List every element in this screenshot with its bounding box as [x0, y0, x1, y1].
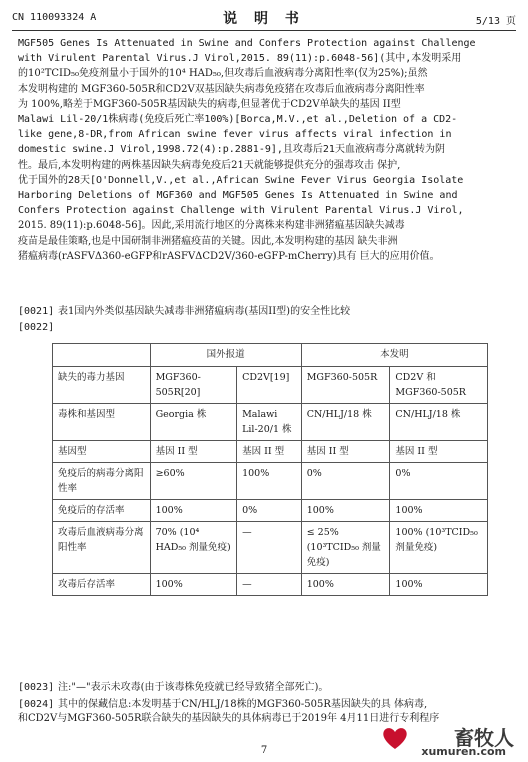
- document-title: 说 明 书: [223, 11, 305, 27]
- table-note: 注:"—"表示未攻毒(由于该毒株免疫就已经导致猪全部死亡)。: [58, 682, 329, 693]
- table-cell: 100%: [301, 500, 390, 522]
- row-label: 免疫后的病毒分离阳性率: [53, 463, 151, 500]
- table-cell: 基因 II 型: [390, 441, 488, 463]
- body-paragraph: [18, 36, 512, 264]
- body-line: 的10²TCID₅₀免疫剂量小于国外的10⁴ HAD₅₀,但攻毒后血液病毒分离阳性率(仅为25%);虽然: [18, 68, 428, 80]
- table-cell: 0%: [237, 500, 302, 522]
- paragraph-0023: [18, 681, 328, 695]
- paragraph-0024: [18, 698, 427, 712]
- table-cell: CN/HLJ/18 株: [301, 404, 390, 441]
- body-line: with Virulent Parental Virus.J Virol,2015. 89(11):p.6048-56](其中,本发明采用: [18, 53, 462, 65]
- page-number: 7: [260, 745, 268, 756]
- heart-logo-icon: [380, 722, 410, 752]
- table-header-blank: [53, 344, 151, 367]
- watermark-brand: 畜牧人: [454, 726, 514, 750]
- table-caption: 表1国内外类似基因缺失减毒非洲猪瘟病毒(基因II型)的安全性比较: [58, 306, 351, 317]
- table-cell: CD2V[19]: [237, 367, 302, 404]
- paragraph-number: [0024]: [18, 699, 55, 710]
- table-cell: CN/HLJ/18 株: [390, 404, 488, 441]
- table-cell: Malawi Lil-20/1 株: [237, 404, 302, 441]
- table-cell: ≤ 25%(10³TCID₅₀ 剂量免疫): [301, 522, 390, 574]
- table-cell: ≥60%: [150, 463, 236, 500]
- row-label: 免疫后的存活率: [53, 500, 151, 522]
- table-row: [53, 522, 488, 574]
- table-row: [53, 404, 488, 441]
- table-row: [53, 441, 488, 463]
- body-line: 2015. 89(11):p.6048-56]。因此,采用流行地区的分离株来构建非洲猪瘟基因缺失减毒: [18, 220, 405, 232]
- body-line: 性。最后,本发明构建的两株基因缺失病毒免疫后21天就能够提供充分的强毒攻击 保护,: [18, 159, 401, 171]
- group-header-foreign: 国外报道: [150, 344, 301, 367]
- table-cell: 70% (10⁴ HAD₅₀ 剂量免疫): [150, 522, 236, 574]
- table-cell: 基因 II 型: [150, 441, 236, 463]
- deposit-info-line: 其中的保藏信息:本发明基于CN/HLJ/18株的MGF360-505R基因缺失的具 体病毒,: [58, 699, 428, 710]
- body-line: Confers Protection against Challenge with Virulent Parental Virus.J Virol,: [18, 205, 464, 217]
- body-line: 猪瘟病毒(rASFVΔ360-eGFP和rASFVΔCD2V/360-eGFP-mCherry)具有 巨大的应用价值。: [18, 250, 440, 262]
- body-line: 为 100%,略差于MGF360-505R基因缺失的病毒,但显著优于CD2V单缺失的基因 II型: [18, 98, 401, 110]
- table-cell: 基因 II 型: [301, 441, 390, 463]
- paragraph-0022: [18, 321, 58, 335]
- table-cell: 100%: [237, 463, 302, 500]
- paragraph-number: [0023]: [18, 682, 55, 693]
- table-cell: CD2V 和 MGF360-505R: [390, 367, 488, 404]
- deposit-info-line: 和CD2V与MGF360-505R联合缺失的基因缺失的具体病毒已于2019年 4月11日进行专利程序: [18, 713, 440, 724]
- body-line: 疫苗是最佳策略,也是中国研制非洲猪瘟疫苗的关键。因此,本发明构建的基因 缺失非洲: [18, 235, 398, 247]
- row-label: 基因型: [53, 441, 151, 463]
- table-cell: 100%: [390, 500, 488, 522]
- paragraph-number: [0021]: [18, 306, 55, 317]
- row-label: 攻毒后存活率: [53, 574, 151, 596]
- table-row: [53, 463, 488, 500]
- table-cell: 基因 II 型: [237, 441, 302, 463]
- body-line: like gene,8-DR,from African swine fever virus affects viral infection in: [18, 129, 452, 141]
- group-header-invention: 本发明: [301, 344, 487, 367]
- table-cell: —: [237, 522, 302, 574]
- header-rule: [12, 30, 516, 31]
- document-number: CN 110093324 A: [12, 12, 97, 23]
- body-line: 本发明构建的 MGF360-505R和CD2V双基因缺失病毒免疫猪在攻毒后血液病毒分离阳性率: [18, 83, 425, 95]
- row-label: 毒株和基因型: [53, 404, 151, 441]
- row-label: 攻毒后血液病毒分离阳性率: [53, 522, 151, 574]
- table-cell: 100%: [150, 574, 236, 596]
- table-cell: 100%: [390, 574, 488, 596]
- body-line: Malawi Lil-20/1株病毒(免疫后死亡率100%)[Borca,M.V.,et al.,Deletion of a CD2-: [18, 114, 458, 126]
- watermark-url: xumuren.com: [421, 745, 506, 758]
- body-line: domestic swine.J Virol,1998.72(4):p.2881-9],且攻毒后21天血液病毒分离就转为阴: [18, 144, 445, 156]
- table-row: [53, 574, 488, 596]
- body-line: 优于国外的28天[O'Donnell,V.,et al.,African Swine Fever Virus Georgia Isolate: [18, 174, 464, 186]
- safety-comparison-table: [52, 343, 488, 596]
- paragraph-0024-continued: [18, 712, 439, 726]
- body-line: MGF505 Genes Is Attenuated in Swine and Confers Protection against Challenge: [18, 38, 476, 49]
- table-cell: 100%: [150, 500, 236, 522]
- paragraph-0021: [18, 305, 350, 319]
- table-cell: —: [237, 574, 302, 596]
- row-label: 缺失的毒力基因: [53, 367, 151, 404]
- table-cell: 0%: [301, 463, 390, 500]
- table-cell: Georgia 株: [150, 404, 236, 441]
- table-cell: MGF360-505R[20]: [150, 367, 236, 404]
- table-cell: 0%: [390, 463, 488, 500]
- page-reference: 5/13 页: [475, 16, 516, 27]
- table-cell: MGF360-505R: [301, 367, 390, 404]
- table-row: [53, 367, 488, 404]
- paragraph-number: [0022]: [18, 322, 55, 333]
- body-line: Harboring Deletions of MGF360 and MGF505 Genes Is Attenuated in Swine and: [18, 190, 458, 202]
- table-cell: 100% (10³TCID₅₀ 剂量免疫): [390, 522, 488, 574]
- table-header-row: [53, 344, 488, 367]
- table-row: [53, 500, 488, 522]
- table-cell: 100%: [301, 574, 390, 596]
- page-header: [12, 8, 516, 30]
